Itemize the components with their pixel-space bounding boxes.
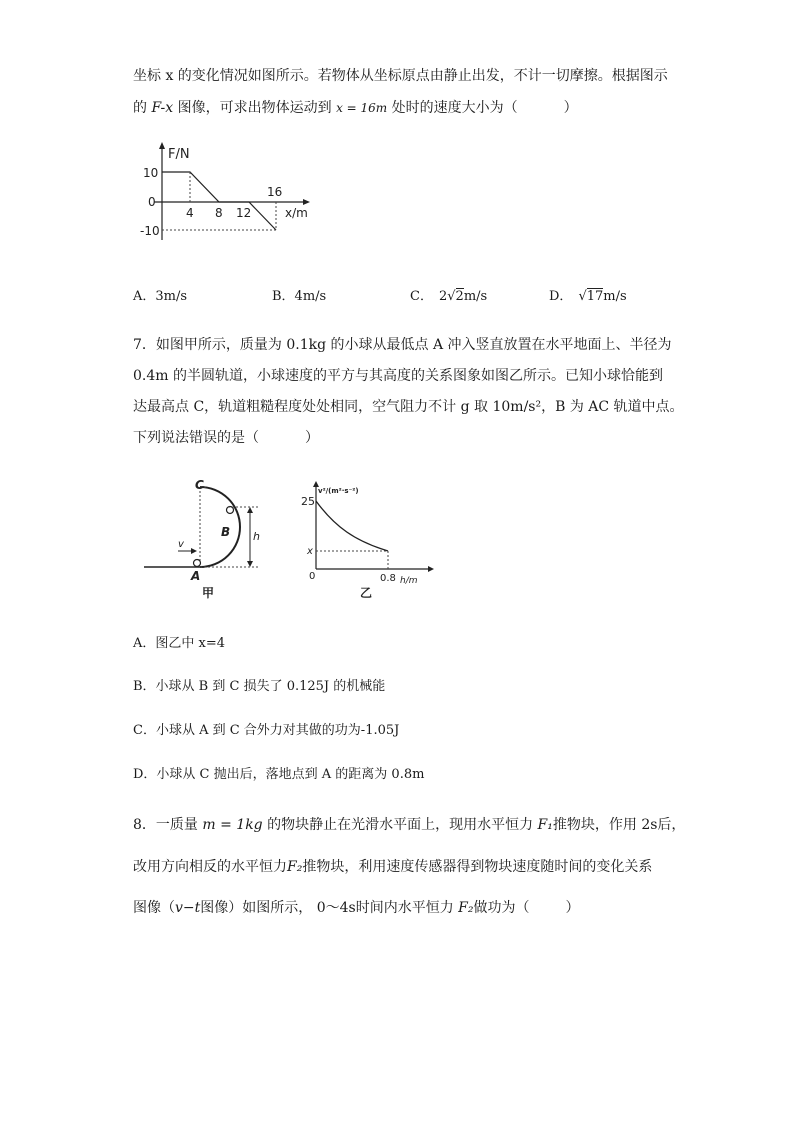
q7-label-h: h [253, 530, 260, 543]
q8-line2-part-a: 改用方向相反的水平恒力 [133, 859, 287, 875]
q8-line2-part-b: 推物块，利用速度传感器得到物块速度随时间的变化关系 [302, 859, 653, 875]
q7-ball-a [194, 560, 201, 567]
q7-yi-tick-08: 0.8 [380, 573, 396, 584]
q6-option-c-coef: 2 [438, 289, 448, 304]
q7-yi-tick-25: 25 [301, 495, 315, 508]
sqrt-icon: √ [578, 289, 587, 304]
q6-tick-x8: 8 [215, 206, 223, 220]
q6-tick-yneg10: -10 [140, 224, 160, 238]
q6-x-equals: x = 16m [336, 101, 388, 115]
q6-ylabel: F/N [168, 147, 190, 162]
q6-option-a[interactable]: A．3m/s [133, 289, 188, 304]
q6-force-curve [162, 172, 276, 230]
q7-label-a: A [191, 569, 201, 583]
q7-text-line-2: 0.4m 的半圆轨道，小球速度的平方与其高度的关系图象如图乙所示。已知小球恰能到 [133, 368, 663, 384]
q6-option-c[interactable] [410, 287, 487, 307]
q7-option-c[interactable]: C．小球从 A 到 C 合外力对其做的功为-1.05J [133, 723, 400, 738]
q7-yi-xlabel: h/m [400, 576, 418, 586]
q6-text-line-2 [133, 98, 578, 118]
q6-option-b[interactable]: B．4m/s [272, 289, 327, 304]
q8-line3-part-d: 做功为（ [473, 900, 530, 916]
q7-yi-origin: 0 [309, 571, 316, 582]
q7-label-c: C [195, 478, 204, 492]
q7-label-b: B [221, 525, 231, 539]
q7-line4-part-a: 下列说法错误的是（ [133, 430, 259, 446]
q8-line1-part-d: 后， [657, 817, 686, 833]
q8-time-range: 0～4s [316, 900, 356, 916]
q7-caption-jia: 甲 [202, 586, 215, 600]
q8-f1: F₁ [537, 817, 553, 833]
q8-line3-part-e: ） [565, 900, 580, 916]
q8-text-line-2 [133, 857, 652, 877]
q7-yi-x-arrow [428, 566, 434, 572]
q6-line2-part-b: 图像，可求出物体运动到 [177, 100, 332, 116]
q6-line2-part-c: 处时的速度大小为（ [391, 100, 518, 116]
q8-vt-label: v−t [175, 900, 201, 916]
q8-line1-part-a: 8．一质量 [133, 817, 198, 833]
q6-fx-graph [140, 140, 320, 250]
q8-time-2s: 2s [641, 817, 658, 833]
q7-h-arrow-up [247, 507, 253, 513]
q7-yi-tick-x: x [307, 546, 313, 557]
q6-xlabel: x/m [285, 206, 308, 220]
q7-h-arrow-down [247, 561, 253, 567]
q6-text-line-1: 坐标 x 的变化情况如图所示。若物体从坐标原点由静止出发，不计一切摩擦。根据图示 [133, 68, 668, 84]
q6-y-arrow [159, 142, 165, 149]
q7-text-line-3: 达最高点 C，轨道粗糙程度处处相同，空气阻力不计 g 取 10m/s²，B 为 AC 轨道中点。 [133, 399, 684, 415]
q8-line3-part-c: 时间内水平恒力 [355, 900, 454, 916]
q8-line1-part-c: 推物块，作用 [552, 817, 637, 833]
q8-line3-part-b: 图像）如图所示， [200, 900, 313, 916]
q7-text-line-4 [133, 428, 319, 448]
q8-f2: F₂ [287, 859, 303, 875]
q6-option-c-radicand: 2 [455, 289, 464, 304]
q6-option-d[interactable] [549, 287, 627, 307]
q6-option-d-radicand: 17 [586, 289, 604, 304]
q7-option-b[interactable]: B．小球从 B 到 C 损失了 0.125J 的机械能 [133, 679, 386, 694]
q8-f2-again: F₂ [458, 900, 474, 916]
q6-tick-y10: 10 [143, 166, 159, 180]
q6-option-c-label: C． [410, 289, 433, 304]
q7-caption-yi: 乙 [360, 586, 373, 600]
q7-ball-b [227, 507, 234, 514]
q7-option-d[interactable]: D．小球从 C 抛出后，落地点到 A 的距离为 0.8m [133, 767, 425, 782]
q6-line2-part-d: ） [563, 100, 578, 116]
q7-text-line-1: 7．如图甲所示，质量为 0.1kg 的小球从最低点 A 冲入竖直放置在水平地面上、半径为 [133, 337, 672, 353]
q7-semicircle-track [200, 487, 240, 567]
q8-line1-part-b: 的物块静止在光滑水平面上，现用水平恒力 [267, 817, 534, 833]
q7-velocity-arrowhead [191, 548, 197, 554]
q6-tick-x16: 16 [267, 185, 283, 199]
q6-option-d-label: D． [549, 289, 573, 304]
q7-line4-part-b: ） [305, 430, 319, 446]
q6-line2-part-a: 的 [133, 100, 147, 116]
q7-figure-yi [300, 475, 440, 605]
q8-text-line-3 [133, 898, 580, 918]
q7-label-v: v [178, 539, 184, 550]
q7-yi-curve [316, 501, 388, 551]
sqrt-icon: √ [447, 289, 456, 304]
q7-option-a[interactable]: A．图乙中 x=4 [133, 636, 226, 651]
q7-yi-ylabel: v²/(m²·s⁻²) [318, 487, 359, 495]
q6-fx-label: F-x [151, 100, 174, 116]
q8-line3-part-a: 图像（ [133, 900, 175, 916]
q7-figure-jia [140, 475, 270, 605]
q8-mass-expr: m = 1kg [202, 817, 263, 833]
q6-tick-y0: 0 [148, 195, 156, 209]
q8-text-line-1 [133, 815, 685, 835]
q6-option-d-unit: m/s [603, 289, 627, 304]
q6-option-c-unit: m/s [463, 289, 488, 304]
q6-tick-x12: 12 [236, 206, 252, 220]
q6-tick-x4: 4 [186, 206, 194, 220]
q6-x-arrow [303, 199, 310, 205]
